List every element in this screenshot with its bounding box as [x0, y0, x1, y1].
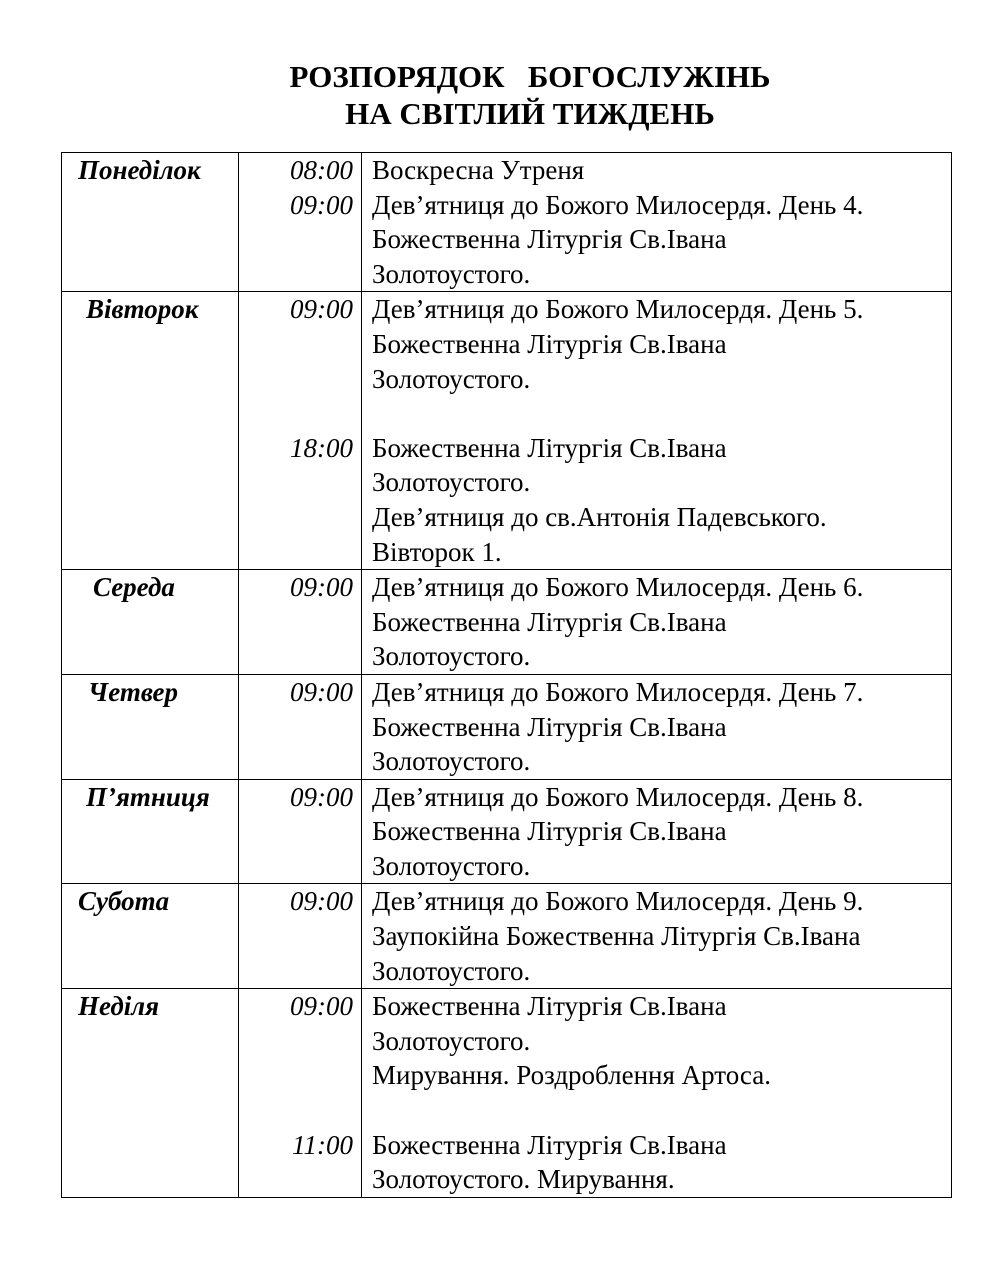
time-cell [239, 779, 362, 884]
table-row [62, 153, 952, 292]
day-label: Середа [93, 572, 175, 603]
description-cell [362, 674, 952, 779]
day-cell [62, 153, 239, 292]
service-line: Дев’ятниця до Божого Милосердя. День 8. [372, 781, 864, 812]
day-label: П’ятниця [86, 781, 210, 812]
time-label: 11:00 [292, 1129, 353, 1160]
day-cell [62, 570, 239, 675]
day-label: Понеділок [78, 155, 201, 185]
day-label: Субота [78, 886, 170, 917]
day-label: Вівторок [86, 294, 199, 325]
table-row [62, 292, 952, 570]
service-line: Золотоустого. [372, 641, 531, 672]
day-cell [62, 989, 239, 1198]
description-cell [362, 884, 952, 989]
service-line: Божественна Літургія Св.Івана [372, 224, 727, 255]
day-label: Неділя [78, 991, 159, 1022]
description-cell [362, 570, 952, 675]
service-line: Золотоустого. [372, 363, 531, 394]
service-line: Божественна Літургія Св.Івана [372, 991, 727, 1022]
service-line: Дев’ятниця до Божого Милосердя. День 5. [372, 294, 864, 325]
service-line: Заупокійна Божественна Літургія Св.Івана [372, 921, 861, 952]
time-label: 09:00 [290, 294, 353, 325]
description-cell [362, 153, 952, 292]
service-line: Золотоустого. [372, 955, 531, 986]
service-line: Дев’ятниця до Божого Милосердя. День 7. [372, 676, 864, 707]
time-label: 18:00 [290, 432, 353, 463]
service-line: Воскресна Утреня [372, 155, 585, 185]
service-line: Золотоустого. [372, 1025, 531, 1056]
day-cell [62, 674, 239, 779]
service-line: Божественна Літургія Св.Івана [372, 711, 727, 742]
schedule-table [61, 152, 952, 1198]
time-label: 08:00 [290, 155, 353, 185]
service-line: Мирування. Роздроблення Артоса. [372, 1060, 771, 1091]
title-line-2: НА СВІТЛИЙ ТИЖДЕНЬ [345, 96, 715, 131]
service-line: Золотоустого. Мирування. [372, 1164, 675, 1195]
time-label: 09:00 [290, 676, 353, 707]
service-line: Божественна Літургія Св.Івана [372, 328, 727, 359]
table-row [62, 570, 952, 675]
description-cell [362, 779, 952, 884]
table-row [62, 674, 952, 779]
service-line: Божественна Літургія Св.Івана [372, 606, 727, 637]
day-label: Четвер [88, 676, 179, 707]
service-line: Золотоустого. [372, 467, 531, 498]
time-label: 09:00 [290, 991, 353, 1022]
time-cell [239, 884, 362, 989]
table-row [62, 884, 952, 989]
time-label: 09:00 [290, 572, 353, 603]
time-cell [239, 292, 362, 570]
day-cell [62, 779, 239, 884]
page-title [0, 58, 990, 132]
time-label: 09:00 [290, 189, 353, 220]
service-line: Золотоустого. [372, 850, 531, 881]
service-line: Дев’ятниця до Божого Милосердя. День 6. [372, 572, 864, 603]
service-line: Божественна Літургія Св.Івана [372, 432, 727, 463]
service-line: Золотоустого. [372, 746, 531, 777]
service-line: Вівторок 1. [372, 536, 502, 567]
time-cell [239, 989, 362, 1198]
description-cell [362, 989, 952, 1198]
title-line-1: РОЗПОРЯДОК БОГОСЛУЖІНЬ [289, 59, 771, 94]
service-line: Божественна Літургія Св.Івана [372, 816, 727, 847]
table-row [62, 989, 952, 1198]
table-row [62, 779, 952, 884]
day-cell [62, 884, 239, 989]
time-label: 09:00 [290, 781, 353, 812]
description-cell [362, 292, 952, 570]
service-line: Золотоустого. [372, 258, 531, 289]
service-line: Дев’ятниця до Божого Милосердя. День 9. [372, 886, 864, 917]
time-cell [239, 570, 362, 675]
time-label: 09:00 [290, 886, 353, 917]
service-line: Дев’ятниця до св.Антонія Падевського. [372, 501, 827, 532]
service-line: Божественна Літургія Св.Івана [372, 1129, 727, 1160]
service-line: Дев’ятниця до Божого Милосердя. День 4. [372, 189, 864, 220]
time-cell [239, 153, 362, 292]
day-cell [62, 292, 239, 570]
time-cell [239, 674, 362, 779]
